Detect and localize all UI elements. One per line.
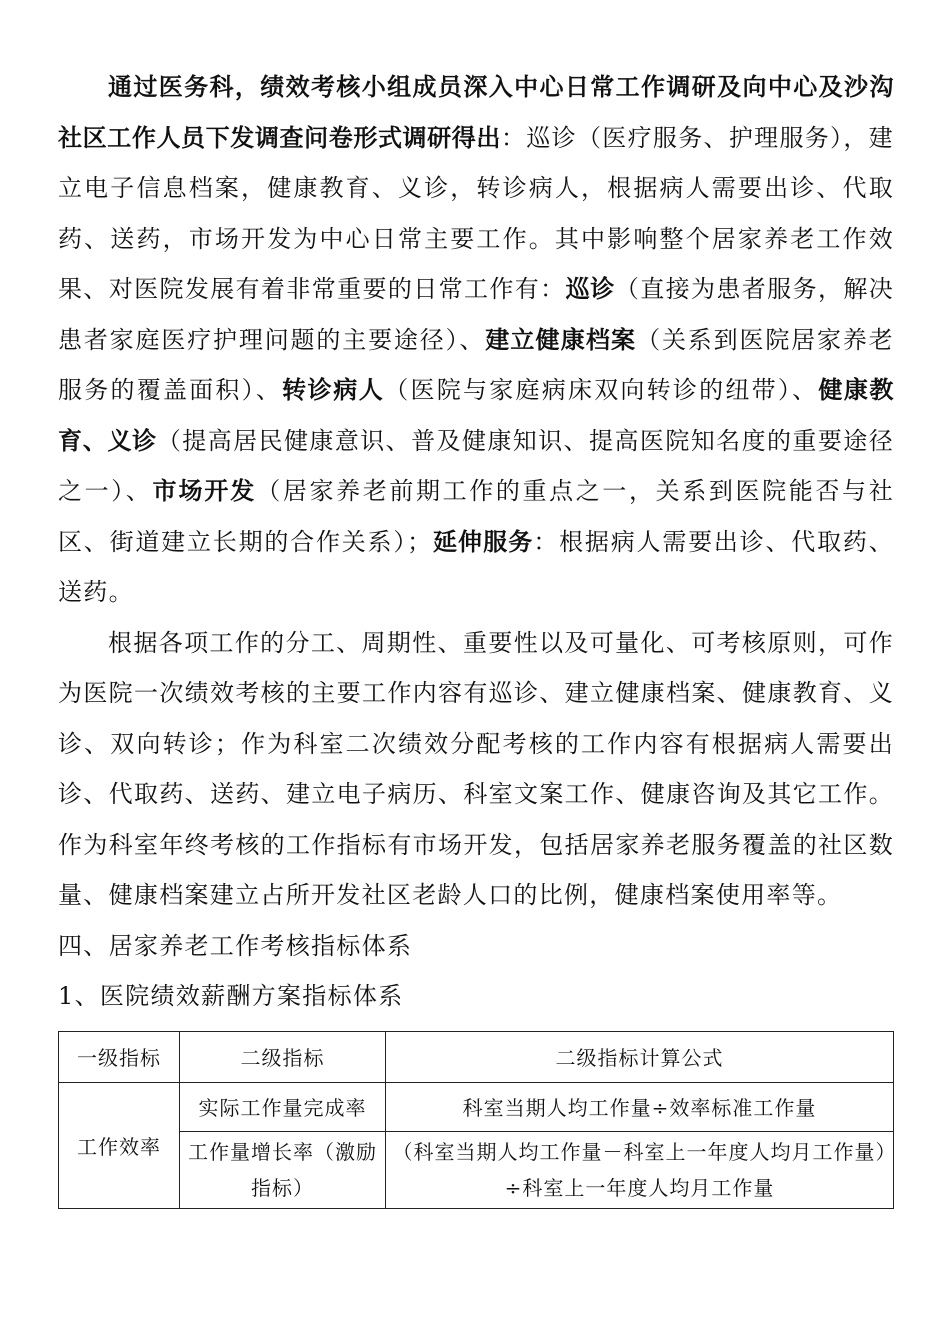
indicator-cell: 工作量增长率（激励指标） — [180, 1131, 386, 1208]
formula-cell: 科室当期人均工作量÷效率标准工作量 — [386, 1082, 894, 1131]
paragraph-text: （居家养老前期工作的重点之一，关系到医院能否与社区、街道建立长期的合作关系）； — [58, 477, 894, 556]
table-row — [59, 1082, 894, 1131]
bold-term-zhuanzhen: 转诊病人 — [282, 376, 385, 404]
group-label-cell: 工作效率 — [59, 1082, 180, 1208]
paragraph-text: ：根据病人需要出诊、代取药、送药。 — [58, 527, 894, 606]
bold-term-jiaoyu: 健康教育、义诊 — [58, 376, 895, 455]
bold-term-xunzhen: 巡诊 — [565, 275, 615, 303]
paragraph-text: （直接为患者服务，解决患者家庭医疗护理问题的主要途径）、 — [58, 275, 894, 354]
table-header-cell: 一级指标 — [59, 1031, 180, 1082]
bold-lead-text: 通过医务科，绩效考核小组成员深入中心日常工作调研及向中心及沙沟社区工作人员下发调查问卷形式调研得出 — [58, 73, 894, 152]
body-paragraph-1 — [58, 62, 894, 618]
bold-term-yanshen: 延伸服务 — [432, 527, 534, 556]
indicator-cell: 实际工作量完成率 — [180, 1082, 386, 1131]
indicator-table — [58, 1031, 894, 1209]
paragraph-text: （关系到医院居家养老服务的覆盖面积）、 — [58, 325, 894, 404]
paragraph-text: ：巡诊（医疗服务、护理服务），建立电子信息档案，健康教育、义诊，转诊病人，根据病人需要出诊、代取药、送药，市场开发为中心日常主要工作。其中影响整个居家养老工作效果、对医院发展有着非常重要的日常工作有： — [58, 123, 894, 303]
table-header-row — [59, 1031, 894, 1082]
subsection-heading: 1、医院绩效薪酬方案指标体系 — [58, 981, 404, 1010]
document-page — [58, 62, 894, 1209]
table-header-cell: 二级指标计算公式 — [386, 1031, 894, 1082]
formula-cell: （科室当期人均工作量－科室上一年度人均月工作量）÷科室上一年度人均月工作量 — [386, 1131, 894, 1208]
body-paragraph-2: 根据各项工作的分工、周期性、重要性以及可量化、可考核原则，可作为医院一次绩效考核的主要工作内容有巡诊、建立健康档案、健康教育、义诊、双向转诊；作为科室二次绩效分配考核的工作内容有根据病人需要出诊、代取药、送药、建立电子病历、科室文案工作、健康咨询及其它工作。作为科室年终考核的工作指标有市场开发，包括居家养老服务覆盖的社区数量、健康档案建立占所开发社区老龄人口的比例，健康档案使用率等。 — [58, 628, 894, 909]
paragraph-text: （医院与家庭病床双向转诊的纽带）、 — [384, 376, 819, 404]
table-row — [59, 1131, 894, 1208]
section-heading: 四、居家养老工作考核指标体系 — [58, 931, 413, 960]
bold-term-dangan: 建立健康档案 — [485, 325, 637, 354]
bold-term-shichang: 市场开发 — [152, 477, 257, 505]
paragraph-text: （提高居民健康意识、普及健康知识、提高医院知名度的重要途径之一）、 — [58, 426, 894, 505]
table-header-cell: 二级指标 — [180, 1031, 386, 1082]
